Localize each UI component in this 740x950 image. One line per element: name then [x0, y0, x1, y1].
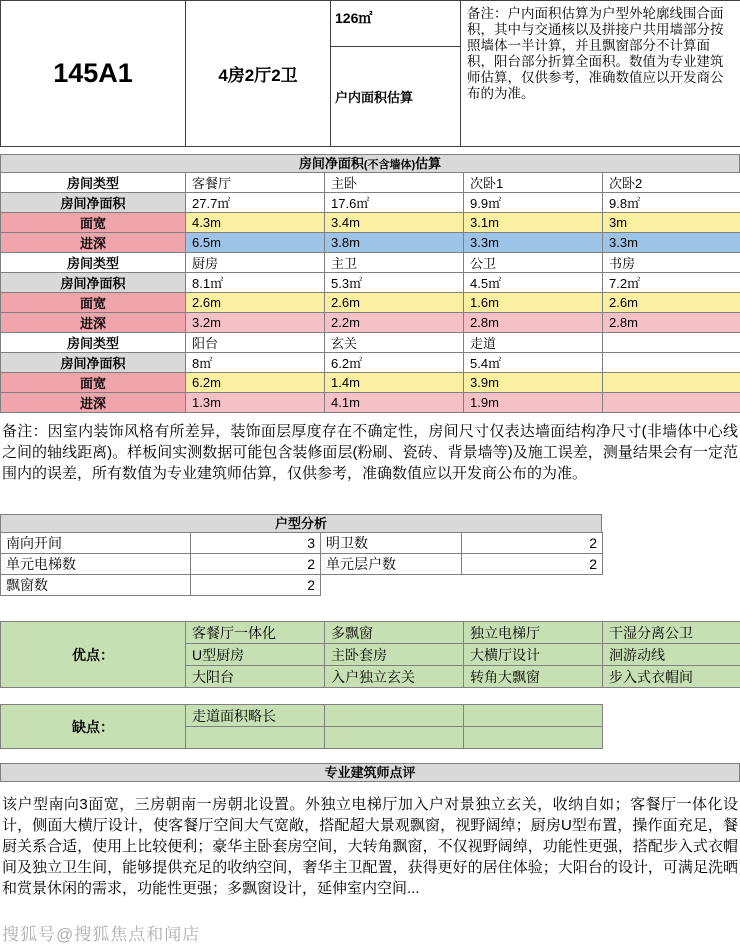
- section-title-suffix: 估算: [415, 156, 442, 171]
- pros-item: 入户独立玄关: [325, 666, 464, 688]
- depth-cell: 3.2m: [186, 313, 325, 333]
- layout-analysis-header: 户型分析: [0, 514, 602, 533]
- pros-item: 多飘窗: [325, 622, 464, 644]
- header-table: [0, 0, 740, 147]
- table-row: [1, 575, 603, 596]
- width-cell: [603, 373, 740, 393]
- empty-cell: [462, 575, 603, 596]
- analysis-label: 单元层户数: [321, 554, 462, 575]
- room-type-cell: 公卫: [464, 253, 603, 273]
- table-row: [1, 333, 740, 353]
- depth-cell: 6.5m: [186, 233, 325, 253]
- pros-item: 步入式衣帽间: [603, 666, 740, 688]
- table-row: [1, 373, 740, 393]
- cons-table: [0, 704, 603, 749]
- pros-item: 洄游动线: [603, 644, 740, 666]
- room-type-cell: 客餐厅: [186, 173, 325, 193]
- net-area-cell: 8.1㎡: [186, 273, 325, 293]
- depth-cell: 3.3m: [603, 233, 740, 253]
- analysis-label: 单元电梯数: [1, 554, 191, 575]
- row-label: 面宽: [1, 373, 186, 393]
- section-title-small: (不含墙体): [363, 159, 416, 171]
- width-cell: 3.4m: [325, 213, 464, 233]
- row-label: 进深: [1, 393, 186, 413]
- analysis-value: 2: [462, 533, 603, 554]
- table-row: [1, 393, 740, 413]
- layout-analysis-table: [0, 532, 603, 596]
- row-label: 进深: [1, 313, 186, 333]
- pros-item: 客餐厅一体化: [186, 622, 325, 644]
- table-row: [1, 622, 740, 644]
- net-area-cell: 5.3㎡: [325, 273, 464, 293]
- table-row: [1, 1, 740, 47]
- net-area-cell: 6.2㎡: [325, 353, 464, 373]
- room-type-cell: 阳台: [186, 333, 325, 353]
- width-cell: 2.6m: [603, 293, 740, 313]
- cons-item: [464, 727, 603, 749]
- room-area-section-header: [0, 154, 740, 173]
- table-row: [1, 213, 740, 233]
- room-type-cell: 次卧2: [603, 173, 740, 193]
- row-label: 面宽: [1, 213, 186, 233]
- pros-item: 主卧套房: [325, 644, 464, 666]
- analysis-value: 2: [191, 575, 321, 596]
- room-type-cell: 次卧1: [464, 173, 603, 193]
- depth-cell: 1.3m: [186, 393, 325, 413]
- pros-item: 独立电梯厅: [464, 622, 603, 644]
- unit-code: 145A1: [1, 1, 186, 147]
- width-cell: 3.9m: [464, 373, 603, 393]
- pros-item: 干湿分离公卫: [603, 622, 740, 644]
- depth-cell: 3.8m: [325, 233, 464, 253]
- pros-item: 转角大飘窗: [464, 666, 603, 688]
- row-label: 房间类型: [1, 333, 186, 353]
- width-cell: 3.1m: [464, 213, 603, 233]
- table-row: [1, 173, 740, 193]
- depth-cell: 2.8m: [603, 313, 740, 333]
- architect-review-header: 专业建筑师点评: [0, 763, 740, 782]
- table-row: [1, 313, 740, 333]
- watermark: 搜狐号@搜狐焦点和闻店: [2, 925, 201, 944]
- pros-item: U型厨房: [186, 644, 325, 666]
- room-type-cell: 玄关: [325, 333, 464, 353]
- table-row: [1, 233, 740, 253]
- table-row: [1, 353, 740, 373]
- analysis-label: 飘窗数: [1, 575, 191, 596]
- depth-cell: 3.3m: [464, 233, 603, 253]
- net-area-cell: [603, 353, 740, 373]
- net-area-cell: 7.2㎡: [603, 273, 740, 293]
- table-row: [1, 253, 740, 273]
- cons-item: [325, 727, 464, 749]
- row-label: 房间类型: [1, 173, 186, 193]
- pros-item: 大阳台: [186, 666, 325, 688]
- table-row: [1, 554, 603, 575]
- room-type-cell: 书房: [603, 253, 740, 273]
- analysis-value: 2: [191, 554, 321, 575]
- depth-cell: 2.8m: [464, 313, 603, 333]
- net-area-cell: 17.6㎡: [325, 193, 464, 213]
- cons-item: [464, 705, 603, 727]
- depth-cell: 2.2m: [325, 313, 464, 333]
- depth-cell: 1.9m: [464, 393, 603, 413]
- pros-item: 大横厅设计: [464, 644, 603, 666]
- pros-table: [0, 621, 740, 688]
- cons-label: 缺点：: [1, 705, 186, 749]
- width-cell: 2.6m: [325, 293, 464, 313]
- row-label: 房间类型: [1, 253, 186, 273]
- analysis-value: 2: [462, 554, 603, 575]
- room-type-cell: [603, 333, 740, 353]
- depth-cell: [603, 393, 740, 413]
- table-row: [1, 293, 740, 313]
- net-area-cell: 9.9㎡: [464, 193, 603, 213]
- room-type-cell: 主卫: [325, 253, 464, 273]
- table-row: [1, 705, 603, 727]
- cons-item: 走道面积略长: [186, 705, 325, 727]
- table-row: [1, 273, 740, 293]
- room-type-cell: 走道: [464, 333, 603, 353]
- architect-review-text: 该户型南向3面宽，三房朝南一房朝北设置。外独立电梯厅加入户对景独立玄关，收纳自如；客餐厅一体化设计，侧面大横厅设计，使客餐厅空间大气宽敞，搭配超大景观飘窗，视野阔绰；厨房U型布置，操作面充足，餐厨关系合适，使用上比较便利；豪华主卧套房空间，大转角飘窗，不仅视野阔绰，功能性更强，搭配步入式衣帽间及独立卫生间，能够提供充足的收纳空间，奢华主卫配置，获得更好的居住体验；大阳台的设计，可满足洗晒和赏景休闲的需求，功能性更强；多飘窗设计，延伸室内空间...: [2, 796, 738, 897]
- table-row: [1, 533, 603, 554]
- header-note: 备注：户内面积估算为户型外轮廓线围合面积，其中与交通核以及拼接户共用墙部分按照墙体一半计算，并且飘窗部分不计算面积，阳台部分折算全面积。数值为专业建筑师估算，仅供参考，准确数值应以开发商公布的为准。: [461, 1, 740, 147]
- net-area-cell: 4.5㎡: [464, 273, 603, 293]
- width-cell: 6.2m: [186, 373, 325, 393]
- cons-item: [186, 727, 325, 749]
- net-area-cell: 9.8㎡: [603, 193, 740, 213]
- row-label: 房间净面积: [1, 193, 186, 213]
- pros-label: 优点：: [1, 622, 186, 688]
- analysis-label: 南向开间: [1, 533, 191, 554]
- table-row: [1, 193, 740, 213]
- analysis-label: 明卫数: [321, 533, 462, 554]
- depth-cell: 4.1m: [325, 393, 464, 413]
- row-label: 房间净面积: [1, 273, 186, 293]
- width-cell: 2.6m: [186, 293, 325, 313]
- room-type-cell: 主卧: [325, 173, 464, 193]
- analysis-value: 3: [191, 533, 321, 554]
- row-label: 进深: [1, 233, 186, 253]
- room-area-table: [0, 172, 740, 413]
- row-label: 房间净面积: [1, 353, 186, 373]
- net-area-cell: 5.4㎡: [464, 353, 603, 373]
- width-cell: 4.3m: [186, 213, 325, 233]
- net-area-cell: 8㎡: [186, 353, 325, 373]
- row-label: 面宽: [1, 293, 186, 313]
- unit-layout: 4房2厅2卫: [186, 1, 331, 147]
- empty-cell: [321, 575, 462, 596]
- width-cell: 1.6m: [464, 293, 603, 313]
- net-area-cell: 27.7㎡: [186, 193, 325, 213]
- room-note: 备注：因室内装饰风格有所差异，装饰面层厚度存在不确定性，房间尺寸仅表达墙面结构净尺寸(非墙体中心线之间的轴线距离)。样板间实测数据可能包含装修面层(粉刷、瓷砖、背景墙等)及施工误差，测量结果会有一定范围内的误差，所有数值为专业建筑师估算，仅供参考，准确数值应以开发商公布的为准。: [2, 423, 738, 482]
- width-cell: 3m: [603, 213, 740, 233]
- room-type-cell: 厨房: [186, 253, 325, 273]
- area-estimate-label: 户内面积估算: [331, 47, 461, 147]
- cons-item: [325, 705, 464, 727]
- unit-area-value: 126㎡: [331, 1, 461, 47]
- width-cell: 1.4m: [325, 373, 464, 393]
- section-title-main: 房间净面积: [298, 156, 364, 171]
